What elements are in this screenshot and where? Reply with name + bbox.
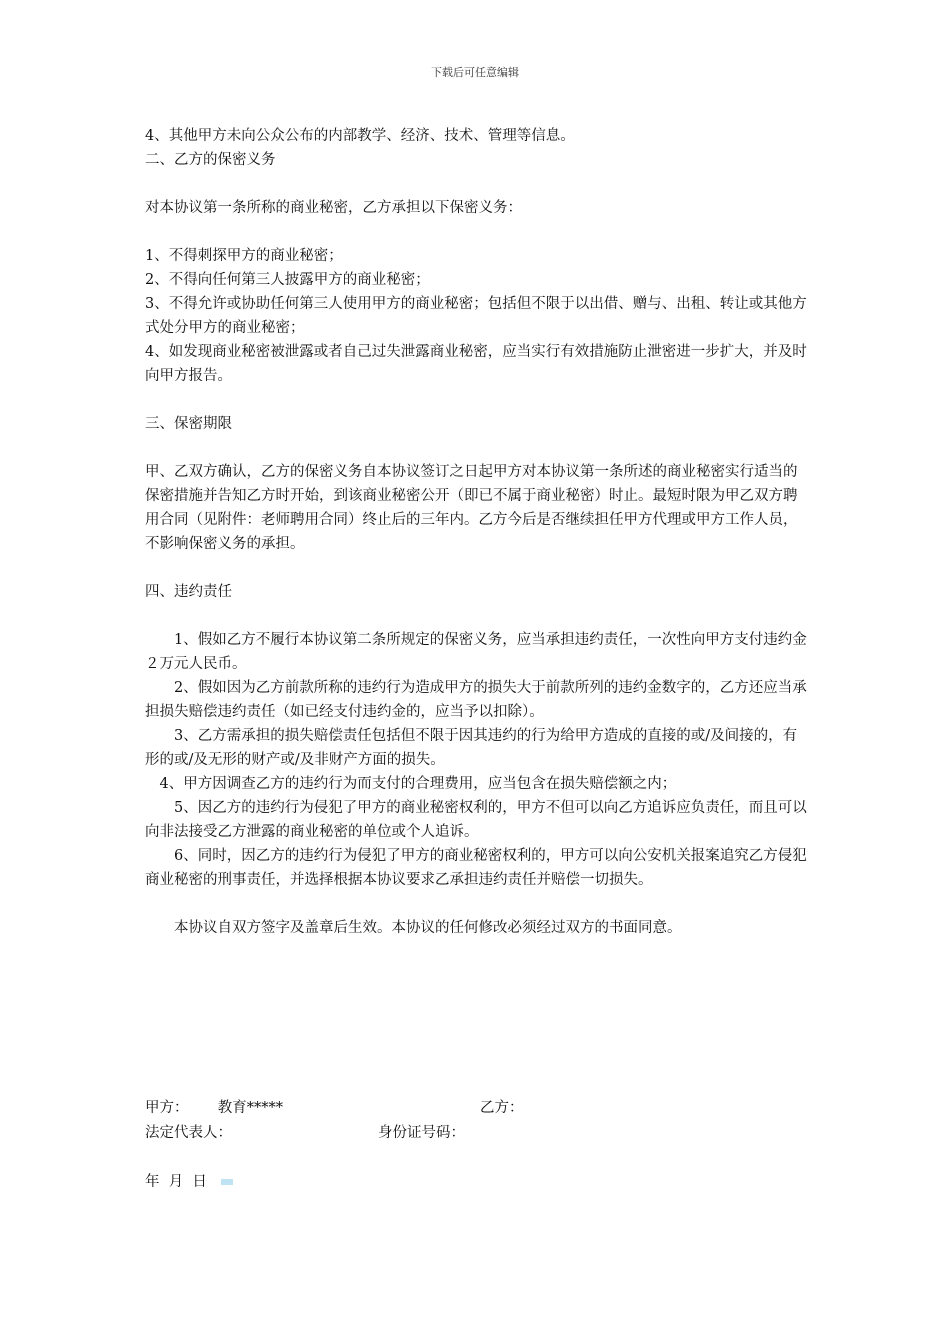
clause-1-item-4: 4、其他甲方未向公众公布的内部教学、经济、技术、管理等信息。 xyxy=(145,128,575,144)
party-a-label: 甲方： xyxy=(145,1100,189,1116)
section-4-title: 四、违约责任 xyxy=(145,584,232,600)
section-2-item-1: 1、不得刺探甲方的商业秘密； xyxy=(145,248,343,264)
section-2-item-3: 3、不得允许或协助任何第三人使用甲方的商业秘密；包括但不限于以出借、赠与、出租、转让或其他方式处分甲方的商业秘密； xyxy=(145,296,807,336)
section-4-item-3: 3、乙方需承担的损失赔偿责任包括但不限于因其违约的行为给甲方造成的直接的或/及间接的，有形的或/及无形的财产或/及非财产方面的损失。 xyxy=(145,728,798,768)
section-4-item-6: 6、同时，因乙方的违约行为侵犯了甲方的商业秘密权利的，甲方可以向公安机关报案追究乙方侵犯商业秘密的刑事责任，并选择根据本协议要求乙承担违约责任并赔偿一切损失。 xyxy=(145,848,807,888)
signature-date xyxy=(145,1170,233,1194)
legal-rep-label: 法定代表人： xyxy=(145,1125,232,1141)
id-number-label: 身份证号码： xyxy=(378,1125,465,1141)
section-2-intro: 对本协议第一条所称的商业秘密，乙方承担以下保密义务： xyxy=(145,200,522,216)
section-4-item-2: 2、假如因为乙方前款所称的违约行为造成甲方的损失大于前款所列的违约金数字的，乙方还应当承担损失赔偿违约责任（如已经支付违约金的，应当予以扣除）。 xyxy=(145,680,807,720)
section-3-body: 甲、乙双方确认，乙方的保密义务自本协议签订之日起甲方对本协议第一条所述的商业秘密实行适当的保密措施并告知乙方时开始，到该商业秘密公开（即已不属于商业秘密）时止。最短时限为甲乙双方聘用合同（见附件：老师聘用合同）终止后的三年内。乙方今后是否继续担任甲方代理或甲方工作人员，不影响保密义务的承担。 xyxy=(145,464,798,552)
section-2-title: 二、乙方的保密义务 xyxy=(145,152,276,168)
signature-row-parties xyxy=(145,1096,283,1120)
text-cursor-marker xyxy=(221,1179,233,1185)
section-2-item-4: 4、如发现商业秘密被泄露或者自己过失泄露商业秘密，应当实行有效措施防止泄密进一步扩大，并及时向甲方报告。 xyxy=(145,344,807,384)
date-label: 年 月 日 xyxy=(145,1174,207,1190)
effective-clause: 本协议自双方签字及盖章后生效。本协议的任何修改必须经过双方的书面同意。 xyxy=(174,920,682,936)
section-4-item-5: 5、因乙方的违约行为侵犯了甲方的商业秘密权利的，甲方不但可以向乙方追诉应负责任，而且可以向非法接受乙方泄露的商业秘密的单位或个人追诉。 xyxy=(145,800,807,840)
page-header: 下载后可任意编辑 xyxy=(431,66,519,79)
section-4-item-4: 4、甲方因调查乙方的违约行为而支付的合理费用，应当包含在损失赔偿额之内； xyxy=(159,776,677,792)
section-2-item-2: 2、不得向任何第三人披露甲方的商业秘密； xyxy=(145,272,430,288)
document-body xyxy=(145,124,810,940)
party-a-value: 教育***** xyxy=(217,1100,283,1116)
section-3-title: 三、保密期限 xyxy=(145,416,232,432)
party-b-label: 乙方： xyxy=(480,1100,524,1116)
section-4-item-1: 1、假如乙方不履行本协议第二条所规定的保密义务，应当承担违约责任，一次性向甲方支付违约金２万元人民币。 xyxy=(145,632,807,672)
